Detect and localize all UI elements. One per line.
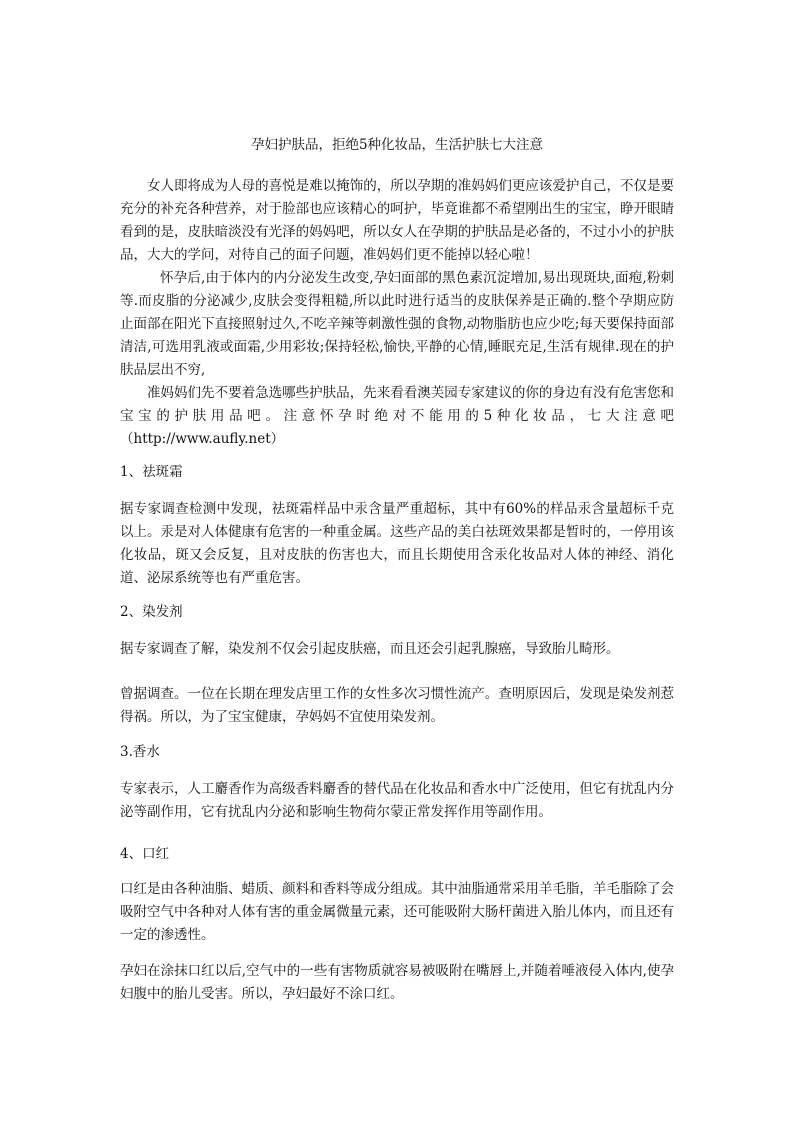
- section-1-paragraph-1: 据专家调查检测中发现，祛斑霜样品中汞含量严重超标，其中有60%的样品汞含量超标千克以上。汞是对人体健康有危害的一种重金属。这些产品的美白祛斑效果都是暂时的，一停用该化妆品，斑又会反复，且对皮肤的伤害也大，而且长期使用含汞化妆品对人体的神经、消化道、泌尿系统等也有严重危害。: [120, 501, 674, 586]
- section-2-paragraph-2: 曾据调查。一位在长期在理发店里工作的女性多次习惯性流产。查明原因后，发现是染发剂惹得祸。所以，为了宝宝健康，孕妈妈不宜使用染发剂。: [120, 686, 674, 725]
- document-title: 孕妇护肤品，拒绝5种化妆品，生活护肤七大注意: [250, 137, 544, 153]
- section-heading-2: 2、染发剂: [120, 604, 183, 620]
- intro-paragraph-2: 怀孕后,由于体内的内分泌发生改变,孕妇面部的黑色素沉淀增加,易出现斑块,面疱,粉刺等.而皮脂的分泌减少,皮肤会变得粗糙,所以此时进行适当的皮肤保养是正确的.整个孕期应防止面部在阳光下直接照射过久,不吃辛辣等刺激性强的食物,动物脂肪也应少吃;每天要保持面部清洁,可选用乳液或面霜,少用彩妆;保持轻松,愉快,平静的心情,睡眠充足,生活有规律.现在的护肤品层出不穷,: [120, 270, 674, 378]
- section-heading-1: 1、祛斑霜: [120, 464, 183, 480]
- section-4-paragraph-2: 孕妇在涂抹口红以后,空气中的一些有害物质就容易被吸附在嘴唇上,并随着唾液侵入体内,使孕妇腹中的胎儿受害。所以，孕妇最好不涂口红。: [120, 963, 674, 1002]
- section-2-paragraph-1: 据专家调查了解，染发剂不仅会引起皮肤癌，而且还会引起乳腺癌，导致胎儿畸形。: [120, 641, 620, 657]
- intro-paragraph-1: 女人即将成为人母的喜悦是难以掩饰的，所以孕期的准妈妈们更应该爱护自己，不仅是要充分的补充各种营养，对于脸部也应该精心的呵护，毕竟谁都不希望刚出生的宝宝，睁开眼睛看到的是，皮肤暗淡没有光泽的妈妈吧，所以女人在孕期的护肤品是必备的，不过小小的护肤品，大大的学问，对待自己的面子问题，准妈妈们更不能掉以轻心啦！: [120, 178, 674, 263]
- section-4-paragraph-1: 口红是由各种油脂、蜡质、颜料和香料等成分组成。其中油脂通常采用羊毛脂，羊毛脂除了会吸附空气中各种对人体有害的重金属微量元素，还可能吸附大肠杆菌进入胎儿体内，而且还有一定的渗透性。: [120, 881, 674, 943]
- section-heading-4: 4、口红: [120, 846, 170, 862]
- intro-paragraph-3: 准妈妈们先不要着急选哪些护肤品，先来看看澳芙园专家建议的你的身边有没有危害您和宝宝的护肤用品吧。注意怀孕时绝对不能用的5种化妆品，七大注意吧（http://www.aufly.net）: [120, 385, 674, 447]
- section-3-paragraph-1: 专家表示，人工麝香作为高级香料麝香的替代品在化妆品和香水中广泛使用，但它有扰乱内分泌等副作用，它有扰乱内分泌和影响生物荷尔蒙正常发挥作用等副作用。: [120, 781, 674, 820]
- section-heading-3: 3.香水: [120, 744, 160, 760]
